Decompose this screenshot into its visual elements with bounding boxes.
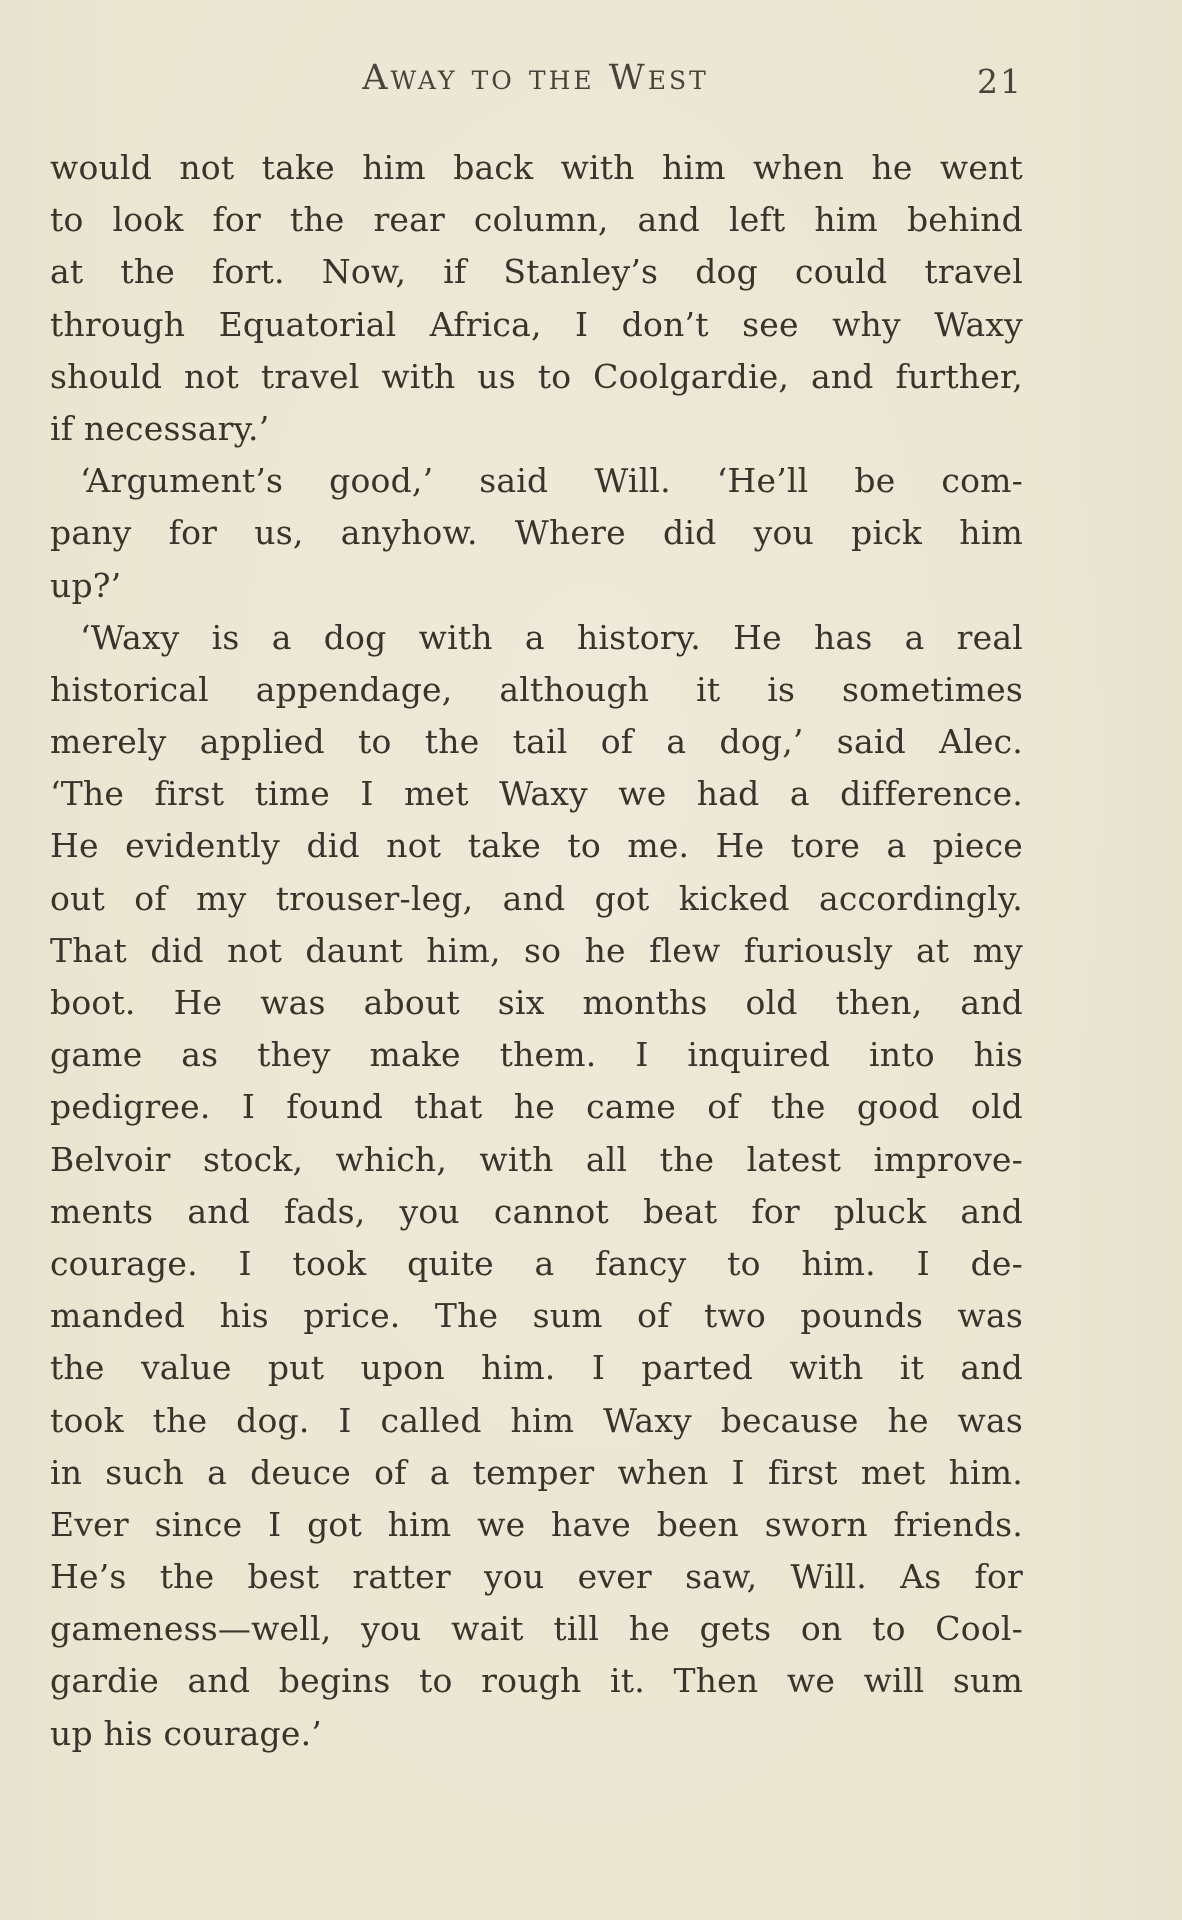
text-line: pedigree. I found that he came of the good old xyxy=(50,1087,1023,1127)
text-line: He evidently did not take to me. He tore a piece xyxy=(50,826,1023,866)
text-line: gameness—well, you wait till he gets on to Cool- xyxy=(50,1609,1023,1649)
running-head xyxy=(48,58,1023,118)
text-line: to look for the rear column, and left him behind xyxy=(50,200,1023,240)
text-line: game as they make them. I inquired into his xyxy=(50,1035,1023,1075)
text-line: should not travel with us to Coolgardie, and further, xyxy=(50,356,1023,396)
text-line: up?’ xyxy=(50,565,122,605)
text-line: ‘Waxy is a dog with a history. He has a real xyxy=(80,617,1023,657)
page-number: 21 xyxy=(977,62,1023,101)
text-line: out of my trouser-leg, and got kicked accordingly. xyxy=(50,878,1023,918)
text-line: took the dog. I called him Waxy because he was xyxy=(50,1400,1023,1440)
text-line: through Equatorial Africa, I don’t see why Waxy xyxy=(50,304,1023,344)
text-line: merely applied to the tail of a dog,’ said Alec. xyxy=(50,722,1023,762)
text-line: gardie and begins to rough it. Then we will sum xyxy=(50,1661,1023,1701)
text-line: ‘The first time I met Waxy we had a difference. xyxy=(50,774,1023,814)
text-line: at the fort. Now, if Stanley’s dog could travel xyxy=(50,252,1023,292)
text-line: ments and fads, you cannot beat for pluck and xyxy=(50,1191,1023,1231)
text-line: up his courage.’ xyxy=(50,1713,322,1753)
text-line: pany for us, anyhow. Where did you pick him xyxy=(50,513,1023,553)
text-line: manded his price. The sum of two pounds was xyxy=(50,1296,1023,1336)
text-line: He’s the best ratter you ever saw, Will. As for xyxy=(50,1557,1023,1597)
text-line: if necessary.’ xyxy=(50,408,270,448)
body-text xyxy=(50,142,1023,1760)
text-line: the value put upon him. I parted with it and xyxy=(50,1348,1023,1388)
text-line: in such a deuce of a temper when I first met him. xyxy=(50,1452,1023,1492)
text-line: courage. I took quite a fancy to him. I de- xyxy=(50,1243,1023,1283)
text-line: Belvoir stock, which, with all the latest improve- xyxy=(50,1139,1023,1179)
text-line: boot. He was about six months old then, and xyxy=(50,983,1023,1022)
text-line: historical appendage, although it is sometimes xyxy=(50,669,1023,709)
text-line: That did not daunt him, so he flew furiously at my xyxy=(50,930,1023,970)
text-line: Ever since I got him we have been sworn friends. xyxy=(50,1504,1023,1544)
running-title: Away to the West xyxy=(362,58,709,98)
text-line: would not take him back with him when he went xyxy=(50,148,1023,187)
text-line: ‘Argument’s good,’ said Will. ‘He’ll be com- xyxy=(80,461,1023,501)
